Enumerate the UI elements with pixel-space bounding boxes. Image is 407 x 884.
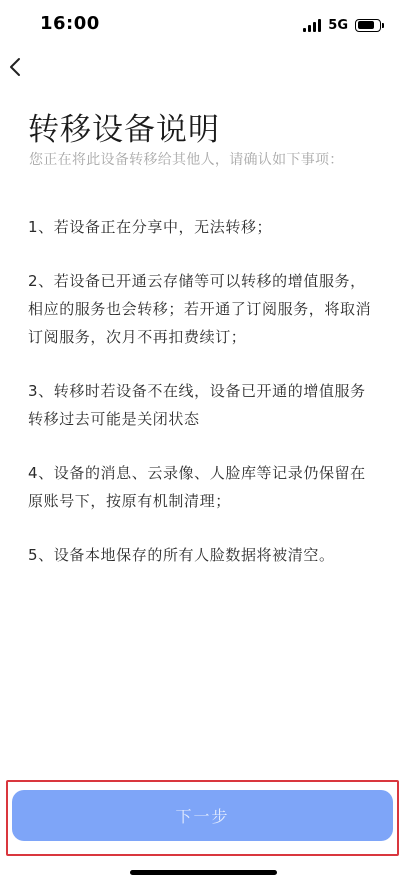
notice-item-5: 5、设备本地保存的所有人脸数据将被清空。 — [28, 546, 335, 564]
page-title: 转移设备说明 — [28, 112, 220, 148]
status-time: 16:00 — [40, 13, 100, 34]
notice-item-1: 1、若设备正在分享中，无法转移； — [28, 218, 273, 236]
status-indicators — [303, 15, 381, 35]
home-indicator — [130, 870, 277, 875]
page-subtitle: 您正在将此设备转移给其他人，请确认如下事项： — [29, 152, 344, 168]
notice-item-3: 3、转移时若设备不在线，设备已开通的增值服务转移过去可能是关闭状态 — [28, 382, 366, 428]
back-button[interactable] — [4, 54, 26, 80]
notice-item-2: 2、若设备已开通云存储等可以转移的增值服务，相应的服务也会转移；若开通了订阅服务，将取消订阅服务，次月不再扣费续订； — [28, 272, 372, 346]
signal-icon — [303, 18, 321, 32]
notice-list — [28, 213, 380, 595]
chevron-left-icon — [9, 57, 21, 77]
notice-item-4: 4、设备的消息、云录像、人脸库等记录仍保留在原账号下，按原有机制清理； — [28, 464, 366, 510]
next-button[interactable]: 下一步 — [12, 790, 393, 841]
status-bar — [0, 0, 407, 50]
network-type: 5G — [328, 17, 348, 33]
battery-icon — [355, 19, 381, 32]
